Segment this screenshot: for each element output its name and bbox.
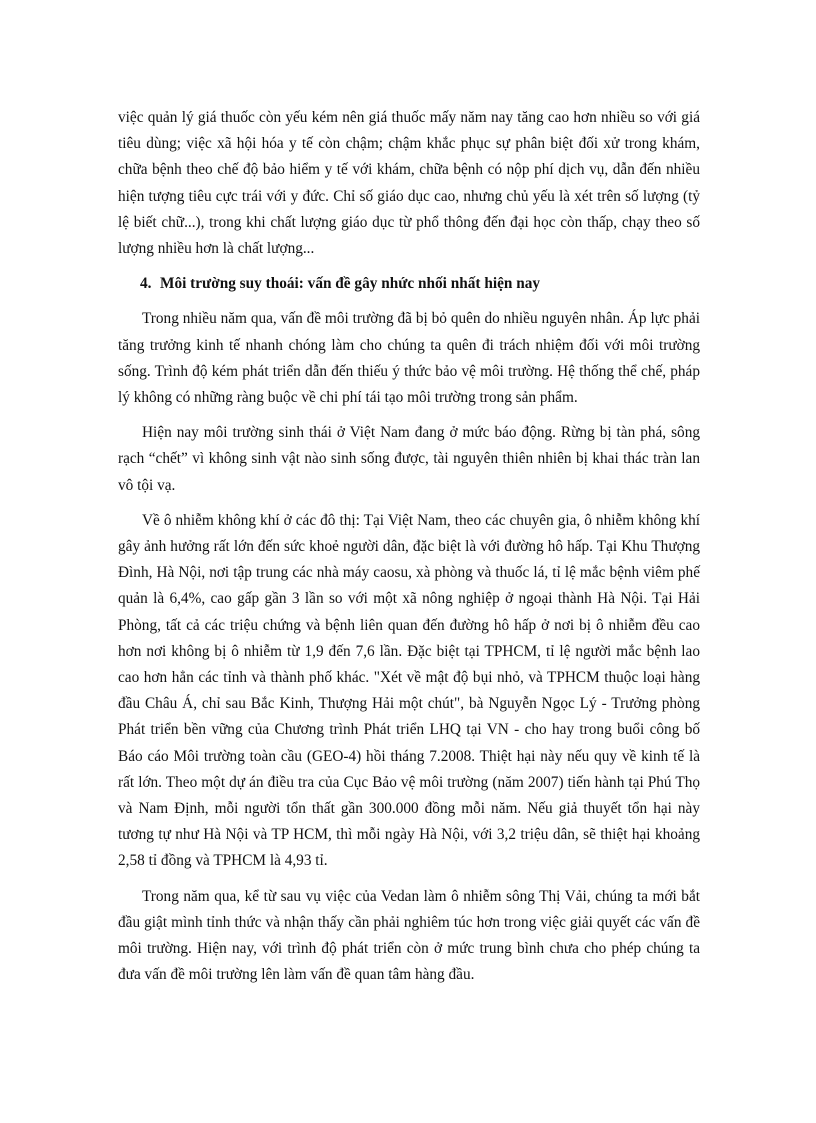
paragraph-ecological-alarm: Hiện nay môi trường sinh thái ở Việt Nam đang ở mức báo động. Rừng bị tàn phá, sông rạch “chết” vì không sinh vật nào sinh sống được, tài nguyên thiên nhiên bị khai thác tràn lan vô tội vạ.: [118, 424, 700, 494]
paragraph-vedan-incident: Trong năm qua, kể từ sau vụ việc của Vedan làm ô nhiễm sông Thị Vải, chúng ta mới bắt đầu giật mình tỉnh thức và nhận thấy cần phải nghiêm túc hơn trong việc giải quyết các vấn đề môi trường. Hiện nay, với trình độ phát triển còn ở mức trung bình chưa cho phép chúng ta đưa vấn đề môi trường lên làm vấn đề quan tâm hàng đầu.: [118, 887, 700, 984]
section-title: Môi trường suy thoái: vấn đề gây nhức nhối nhất hiện nay: [160, 275, 541, 293]
document-page: [118, 105, 700, 998]
paragraph-environment-neglect: Trong nhiều năm qua, vấn đề môi trường đã bị bỏ quên do nhiều nguyên nhân. Áp lực phải tăng trưởng kinh tế nhanh chóng làm cho chúng ta quên đi trách nhiệm đối với môi trường sống. Trình độ kém phát triển dẫn đến thiếu ý thức bảo vệ môi trường. Hệ thống thể chế, pháp lý không có những ràng buộc về chi phí tái tạo môi trường trong sản phẩm.: [118, 310, 700, 407]
section-heading: [118, 271, 700, 297]
section-number: 4.: [140, 275, 152, 293]
intro-paragraph: việc quản lý giá thuốc còn yếu kém nên giá thuốc mấy năm nay tăng cao hơn nhiều so với giá tiêu dùng; việc xã hội hóa y tế còn chậm; chậm khắc phục sự phân biệt đối xử trong khám, chữa bệnh theo chế độ bảo hiểm y tế với khám, chữa bệnh có nộp phí dịch vụ, dẫn đến nhiều hiện tượng tiêu cực trái với y đức. Chỉ số giáo dục cao, nhưng chủ yếu là xét trên số lượng (tỷ lệ biết chữ...), trong khi chất lượng giáo dục từ phổ thông đến đại học còn thấp, chạy theo số lượng nhiều hơn là chất lượng...: [118, 109, 700, 258]
paragraph-air-pollution: Về ô nhiễm không khí ở các đô thị: Tại Việt Nam, theo các chuyên gia, ô nhiễm không khí gây ảnh hưởng rất lớn đến sức khoẻ người dân, đặc biệt là với đường hô hấp. Tại Khu Thượng Đình, Hà Nội, nơi tập trung các nhà máy caosu, xà phòng và thuốc lá, tỉ lệ mắc bệnh viêm phế quản là 6,4%, cao gấp gần 3 lần so với một xã nông nghiệp ở ngoại thành Hà Nội. Tại Hải Phòng, tất cả các triệu chứng và bệnh liên quan đến đường hô hấp ở nơi bị ô nhiễm đều cao hơn nơi không bị ô nhiễm từ 1,9 đến 7,6 lần. Đặc biệt tại TPHCM, tỉ lệ người mắc bệnh lao cao hơn hẳn các tỉnh và thành phố khác. "Xét về mật độ bụi nhỏ, và TPHCM thuộc loại hàng đầu Châu Á, chỉ sau Bắc Kinh, Thượng Hải một chút", bà Nguyễn Ngọc Lý - Trưởng phòng Phát triển bền vững của Chương trình Phát triển LHQ tại VN - cho hay trong buổi công bố Báo cáo Môi trường toàn cầu (GEO-4) hồi tháng 7.2008. Thiệt hại này nếu quy về kinh tế là rất lớn. Theo một dự án điều tra của Cục Bảo vệ môi trường (năm 2007) tiến hành tại Phú Thọ và Nam Định, mỗi người tổn thất gần 300.000 đồng mỗi năm. Nếu giả thuyết tổn hại này tương tự như Hà Nội và TP HCM, thì mỗi ngày Hà Nội, với 3,2 triệu dân, sẽ thiệt hại khoảng 2,58 tỉ đồng và TPHCM là 4,93 tỉ.: [118, 511, 700, 870]
